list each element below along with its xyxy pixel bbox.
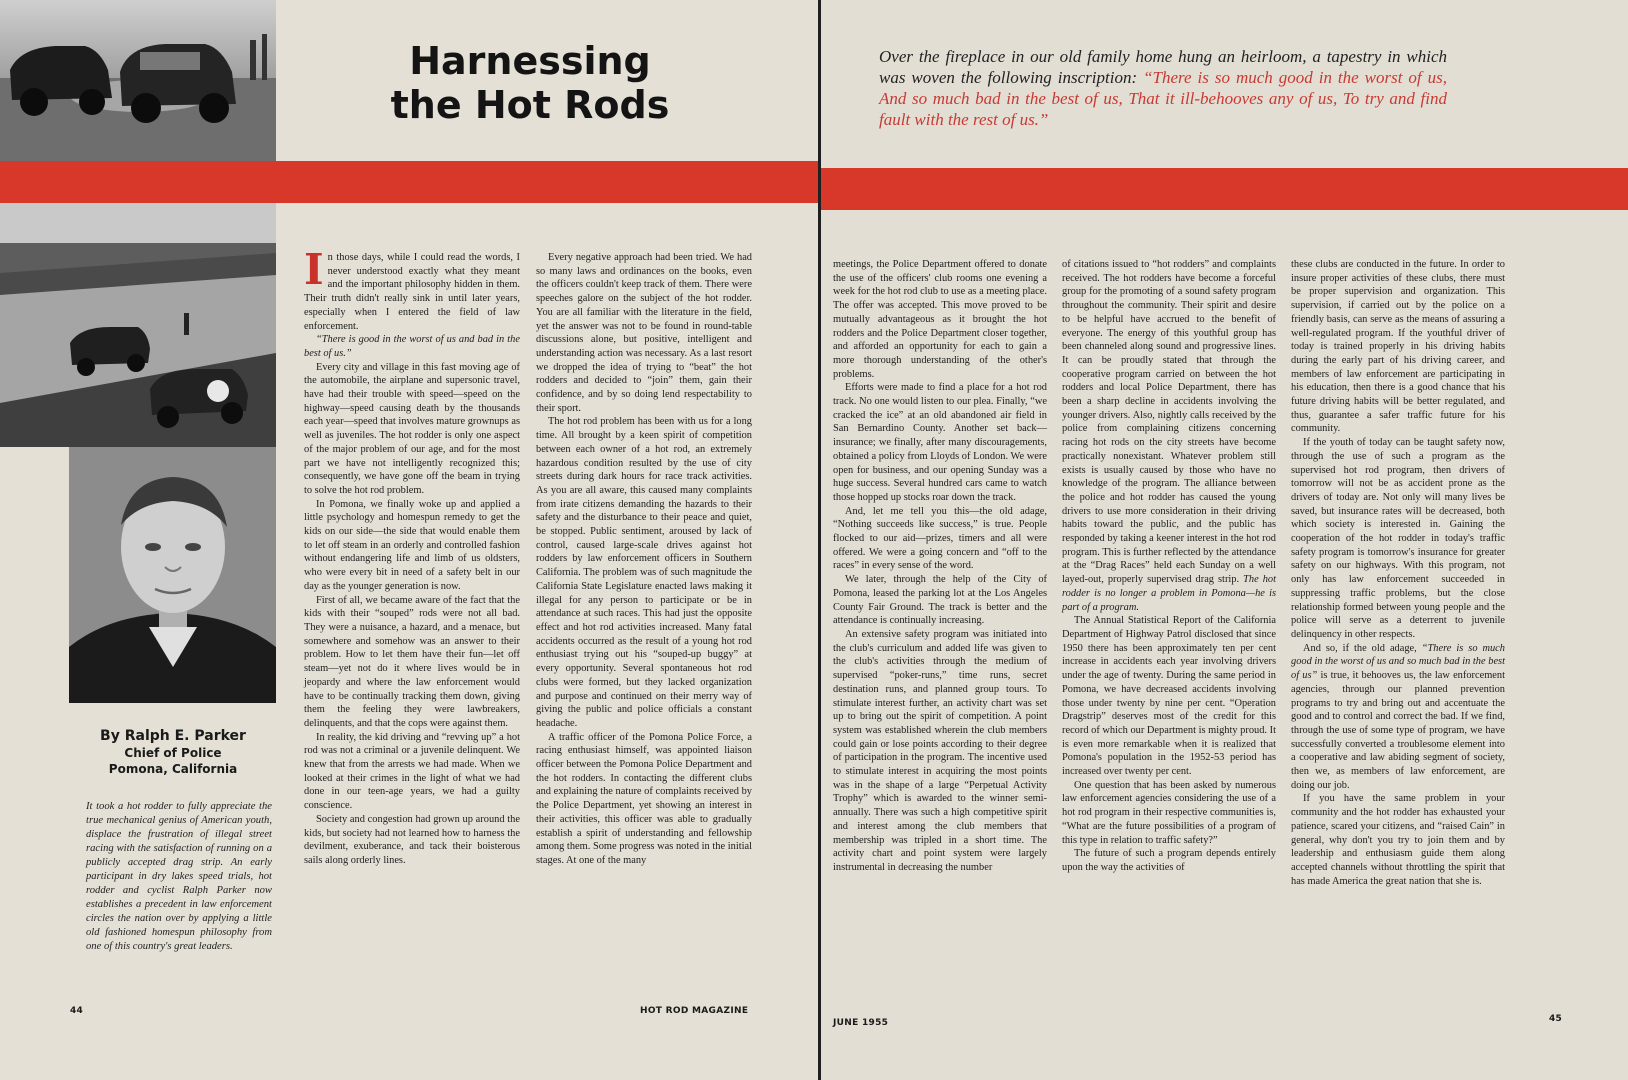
col2-para-3: A traffic officer of the Pomona Police Force, a racing enthusiast himself, was appointed liaison officer between the Pomona Police Department and the hot rodders. In contacting the different clubs and explaining the nature of complaints received by the Police Department, yet showing an interest in their activities, this officer was able to gradually establish a spirit of understanding and fellowship among them. Some progress was noted in the initial stages. At one of the many <box>536 731 752 866</box>
author-role: Chief of Police <box>124 746 222 760</box>
col2-para-2: The hot rod problem has been with us for a long time. All brought by a keen spirit of competition between each owner of a hot rod, an extremely hazardous condition resulted by the use of city streets during dark hours for race track activities. As you are all aware, this caused many complaints from irate citizens demanding the hazards to their safety and the disturbance to their peace and quiet, be stopped. Public sentiment, aroused by lack of control, caused large-scale drives against hot rodders by law enforcement officers in Southern California. The problem was of such magnitude the California State Legislature enacted laws making it illegal for any person to participate or be in attendance at such races. This had just the opposite effect and hot rod activities increased. Many fatal accidents occurred as the result of a young hot rod enthusiast trying out his “souped-up buggy” at every opportunity. Several spontaneous hot rod clubs were formed, but they lacked organization and purpose and continued on their merry way of giving the public and police officials a constant headache. <box>536 416 752 729</box>
epigraph-quote <box>879 46 1447 130</box>
right-page <box>821 0 1628 1080</box>
col3-para-4: We later, through the help of the City of Pomona, leased the parking lot at the Los Angeles County Fair Ground. The track is better and the attendance is continually increasing. <box>833 574 1047 627</box>
col5-para-3a: And so, if the old adage, <box>1303 642 1422 654</box>
drop-cap: I <box>304 245 324 294</box>
col3-para-2: Efforts were made to find a place for a hot rod track. No one would listen to our plea. Finally, “we cracked the ice” at an old abandoned air field in San Bernardino County. Another set back—insurance; we finally, after many discouragements, obtained a policy from Lloyds of London. We were open for business, and our opening Sunday was a huge success. Several hundred cars came to watch those hopped up stocks roar down the track. <box>833 382 1047 503</box>
photo-author-portrait <box>69 447 276 703</box>
col3-para-5: An extensive safety program was initiated into the club's curriculum and added life was given to the club's activities through the medium of supervised “poker-runs,” time runs, secret destination runs, and planned group tours. To stimulate interest further, an activity chart was set up to bring out the spirit of competition. A point system was established wherein the club members could gain or lose points according to their degree of participation in the program. The incentive used to stimulate interest in acquiring the most points was in the shape of a large “Perpetual Activity Trophy” which is awarded to the winner semi-annually. There was such a high competitive spirit and interest among the club members that membership was tripled in a short time. The activity chart and point system were largely instrumental in decreasing the number <box>833 628 1047 873</box>
byline <box>70 727 276 777</box>
title-line-2: the Hot Rods <box>390 82 670 127</box>
article-title <box>380 40 680 127</box>
column-3 <box>833 258 1047 875</box>
red-banner-right <box>821 168 1628 210</box>
column-1 <box>304 245 520 868</box>
col4-para-3: One question that has been asked by numerous law enforcement agencies considering the use of a hot rod program in their respective communities is, “What are the future possibilities of a program of this type in relation to traffic safety?” <box>1062 779 1276 846</box>
col1-para-6: Society and congestion had grown up around the kids, but society had not learned how to harness the devilment, exuberance, and tack their boisterous sails along orderly lines. <box>304 813 520 866</box>
photo-drag-strip-crowd <box>0 203 276 447</box>
col4-para-2: The Annual Statistical Report of the California Department of Highway Patrol disclosed that since 1950 there has been approximately ten per cent increase in accidents each year involving drivers under the age of twenty. During the same period in Pomona, we have decreased accidents involving those under twenty by nine per cent. “Operation Dragstrip” deserves most of the credit for this record of which our Department is mighty proud. It is even more remarkable when it is realized that Pomona's population in the 1952-53 period has increased over twenty per cent. <box>1062 615 1276 778</box>
col5-para-2: If the youth of today can be taught safety now, through the use of such a program as the supervised hot rod program, then drivers of tomorrow will not be as accident prone as the drivers of today are. Not only will many lives be saved, but insurance rates will be decreased, both which society is interested in. Gaining the cooperation of the hot rodder in today's traffic safety program is tomorrow's insurance for greater safety on our highways. With this program, not only has law enforcement succeeded in suppressing traffic problems, but the close relationship formed between young people and the police will serve as a deterrent to juvenile delinquency in other respects. <box>1291 437 1505 640</box>
column-2 <box>536 251 752 868</box>
col4-para-4: The future of such a program depends entirely upon the way the activities of <box>1062 848 1276 873</box>
col5-para-4: If you have the same problem in your community and the hot rodder has exhausted your patience, scared your citizens, and “raised Cain” in general, why don't you try to join them and by leadership and enthusiasm guide them along accepted channels without throttling the spirit that has made America the great nation that she is. <box>1291 793 1505 887</box>
col4-para-1: of citations issued to “hot rodders” and complaints received. The hot rodders have become a forceful group for the promoting of a sound safety program throughout the community. Their spirit and desire to be helpful have accrued to the benefit of everyone. The energy of this youthful group has been channeled along sound and progressive lines. It can be proudly stated that through the cooperative program carried on between the hot rodders and local Police Department, there has been a sharp decline in accidents involving the younger drivers. Also, nightly calls received by the police from complaining citizens concerning racing hot rods on the city streets have become practically nonexistant. Whatever problem still exists is usually caused by those who have no knowledge of the program. The alliance between the police and hot rodder has caused the young drivers to use more consideration in their driving habits toward the public, and the public has responded by taking a keener interest in the hot rod program. This is further reflected by the attendance at the “Drag Races” held each Sunday on a well layed-out, properly supervised drag strip. <box>1062 259 1276 586</box>
column-5 <box>1291 258 1505 888</box>
col1-para-2: Every city and village in this fast moving age of the automobile, the airplane and supersonic travel, have had their trouble with speed—speed on the highway—speed causing death by the thousands each year—speed that involves mature grownups as well as juveniles. The hot rodder is only one aspect of the major problem of our age, and for the most part we have not intelligently recognized this; consequently, we have gone off the beam in trying to solve the hot rod problem. <box>304 361 520 496</box>
photo-two-hot-rods <box>0 0 276 161</box>
col1-para-5: In reality, the kid driving and “revving up” a hot rod was not a criminal or a juvenile delinquent. We knew that from the arrests we had made. When we looked at their crimes in the light of what we had done in our teen-age years, we had a guilty conscience. <box>304 731 520 812</box>
col4-para-1-italic: The hot rodder is no longer a problem in Pomona—he is part of a program. <box>1062 574 1276 613</box>
col5-para-3b: is true, it behooves us, the law enforcement agencies, through our planned prevention programs to try and bring out and accentuate the good and to control and correct the bad. If we find, through the use of some type of program, we have successfully converted a troublesome element into a cooperative and law abiding segment of society, then we, as members of law enforcement, are doing our job. <box>1291 670 1505 791</box>
title-line-1: Harnessing <box>409 39 651 83</box>
quote-inscription: “There is so much good in the worst of us, And so much bad in the best of us, That it ill-behooves any of us, To try and find fault with the rest of us.” <box>879 68 1447 129</box>
page-number-right: 45 <box>1549 1014 1563 1024</box>
col1-para-3: In Pomona, we finally woke up and applied a little psychology and homespun remedy to get the kids on our side—the side that would enable them to let off steam in an orderly and controlled fashion without endangering life and limb of us oldsters, who were every bit in need of a safety belt in our day as the younger generation is now. <box>304 498 520 592</box>
col2-para-1: Every negative approach had been tried. We had so many laws and ordinances on the books, even the officers couldn't keep track of them. There were speeches galore on the subject of the hot rodder. You are all familiar with the literature in the field, yet the answer was not to be found in round-table discussions alone, but positive, intelligent and understanding action was necessary. As a last resort we dropped the idea of trying to “beat” the hot rodders and decided to “join” them, gain their confidence, and by so doing lend respectability to their sport. <box>536 252 752 414</box>
col1-para-0: n those days, while I could read the words, I never understood exactly what they meant and the important philosophy hidden in them. Their truth didn't really sink in until later years, especially when I entered the field of law enforcement. <box>304 252 520 332</box>
author-name: By Ralph E. Parker <box>100 728 246 744</box>
col5-para-3-italic: “There is so much good in the worst of us and so much bad in the best of us” <box>1291 642 1505 682</box>
red-banner-left <box>0 161 818 203</box>
col3-para-1: meetings, the Police Department offered to donate the use of the officers' club rooms one evening a week for the hot rod club to use as a meeting place. The offer was accepted. This move proved to be mutually advantageous as it brought the hot rodders and the Police Department closer together, and afforded an opportunity for each to gain a more thorough understanding of the other's problems. <box>833 259 1047 380</box>
intro-text: It took a hot rodder to fully appreciate the true mechanical genius of American youth, displace the frustration of illegal street racing with the satisfaction of running on a publicly accepted drag strip. An early participant in dry lakes speed trials, hot rodder and cyclist Ralph Parker now establishes a precedent in law enforcement circles the nation over by applying a little old fashioned homespun philosophy from one of this country's great leaders. <box>86 801 272 952</box>
issue-date: JUNE 1955 <box>833 1018 889 1028</box>
col1-para-4: First of all, we became aware of the fact that the kids with their “souped” rods were not all bad. They were a nuisance, a hazard, and a menace, but somewhere and somehow was an answer to their problem. How to let them have their fun—let off steam—yet not do it where lives would be in jeopardy and where the law enforcement would have to be continually tracking them down, giving them the feeling they were lawbreakers, delinquents, and that the cops were against them. <box>304 594 520 729</box>
col3-para-3: And, let me tell you this—the old adage, “Nothing succeeds like success,” is true. People flocked to our aid—prizes, timers and all were offered. We were a going concern and “off to the races” in every sense of the word. <box>833 505 1047 572</box>
magazine-name: HOT ROD MAGAZINE <box>640 1006 749 1016</box>
col1-quote: “There is good in the worst of us and bad in the best of us.” <box>304 334 520 359</box>
quote-intro: Over the fireplace in our old family home hung an heirloom, a tapestry in which was woven the following inscription: <box>879 47 1447 87</box>
author-place: Pomona, California <box>108 762 238 776</box>
column-4 <box>1062 258 1276 875</box>
col5-para-1: these clubs are conducted in the future. In order to insure proper activities of these clubs, there must be proper supervision and organization. This supervision, if carried out by the police on a friendly basis, can serve as the means of assuring a well-regulated program. If the youthful driver of today is trained properly in his driving habits during the early part of his driving career, and members of law enforcement are participating in his education, then there is a good chance that his future driving habits will be better regulated, and thus, guarantee a safer traffic future for his community. <box>1291 259 1505 435</box>
page-number-left: 44 <box>70 1006 84 1016</box>
